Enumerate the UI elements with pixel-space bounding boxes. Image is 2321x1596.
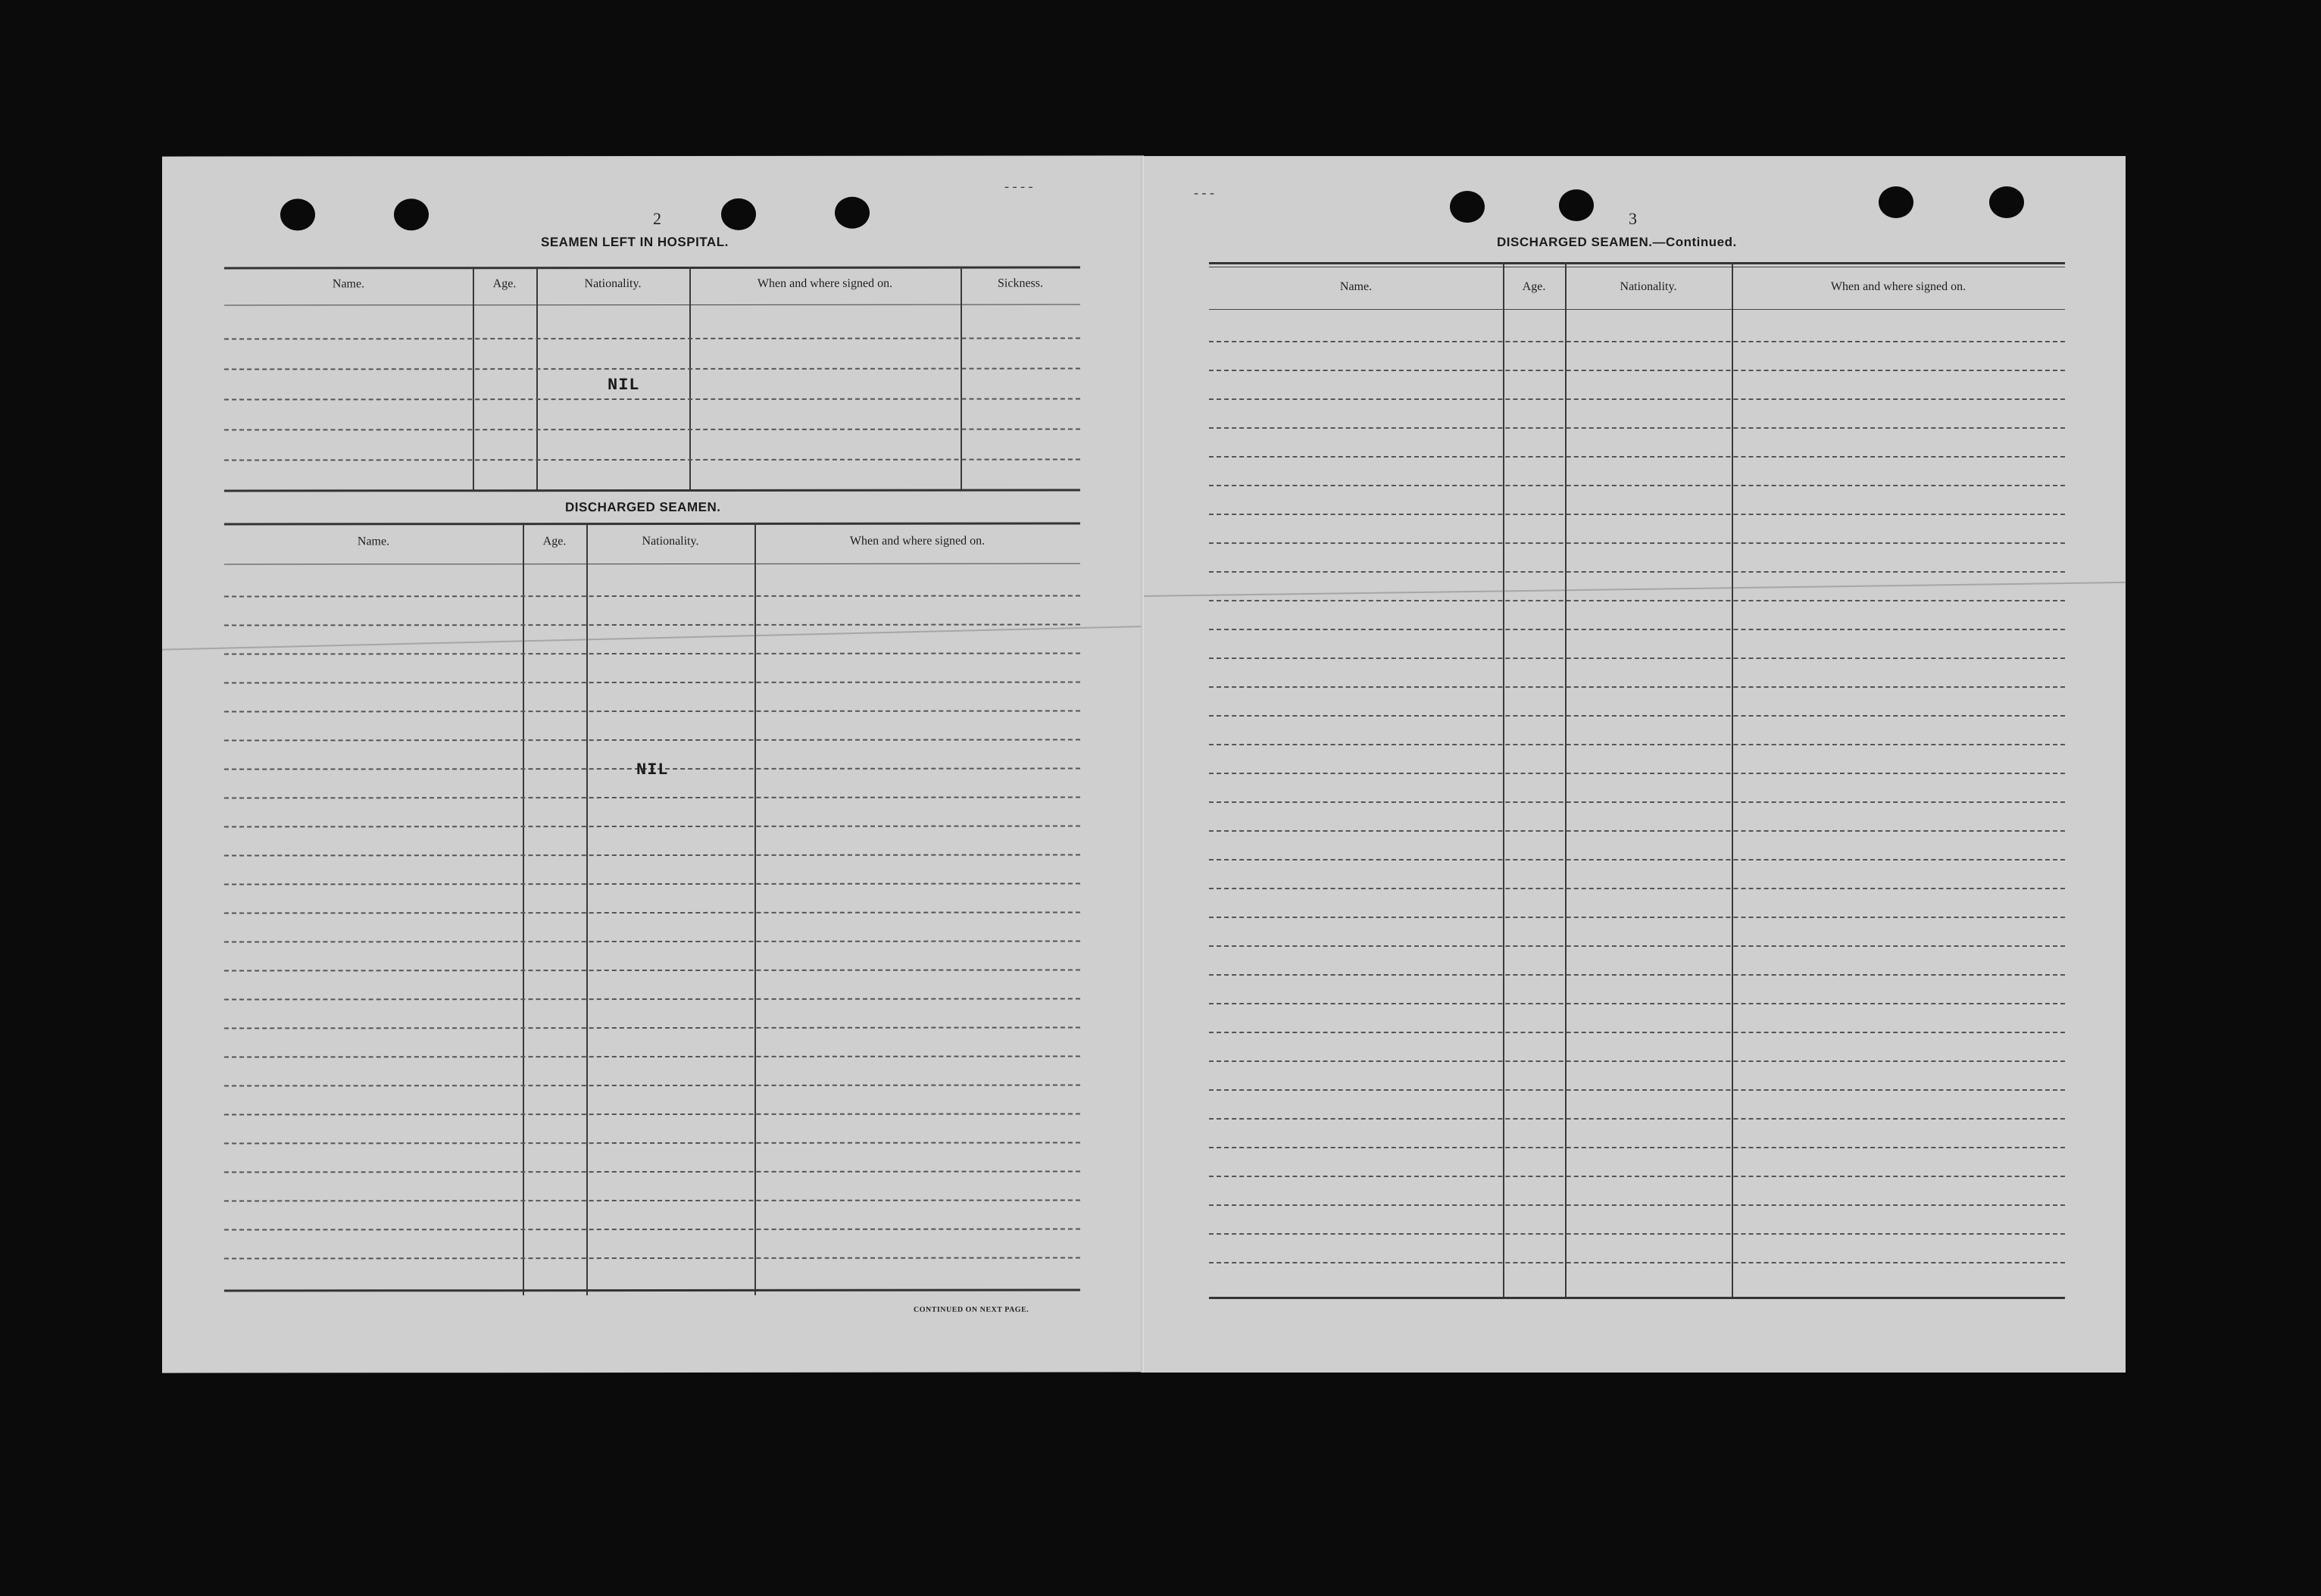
discharged-col-name: Name. (357, 535, 390, 548)
punch-hole (1989, 186, 2024, 218)
punch-hole (280, 198, 315, 230)
discharged-continued-table (1209, 262, 2065, 1307)
hospital-col-sickness: Sickness. (998, 276, 1043, 290)
discharged-col-signed-on: When and where signed on. (849, 534, 986, 548)
page-number: 3 (1629, 209, 1637, 228)
hospital-col-name: Name. (332, 277, 365, 291)
continued-footer: CONTINUED ON NEXT PAGE. (914, 1305, 1029, 1314)
punch-hole (1559, 189, 1594, 221)
continued-col-nationality: Nationality. (1620, 280, 1677, 293)
punch-hole (721, 198, 756, 230)
discharged-continued-title: DISCHARGED SEAMEN.—Continued. (1497, 235, 1737, 249)
discharged-col-nationality: Nationality. (642, 534, 699, 548)
left-page (162, 155, 1144, 1373)
page-number: 2 (653, 208, 661, 228)
continued-col-signed-on: When and where signed on. (1830, 280, 1966, 293)
continued-col-name: Name. (1339, 280, 1373, 293)
hospital-table (224, 267, 1080, 495)
punch-hole (1879, 186, 1913, 218)
stray-marks: - - - - (1004, 178, 1033, 194)
punch-hole (1450, 191, 1485, 223)
discharged-section-title: DISCHARGED SEAMEN. (565, 499, 721, 515)
discharged-table (224, 523, 1080, 1304)
hospital-col-signed-on: When and where signed on. (757, 276, 893, 290)
punch-hole (835, 197, 870, 229)
hospital-col-nationality: Nationality. (584, 277, 642, 291)
continued-col-age: Age. (1522, 280, 1546, 293)
hospital-section-title: SEAMEN LEFT IN HOSPITAL. (541, 234, 729, 250)
hospital-nil-stamp: NIL (608, 376, 640, 395)
discharged-nil-stamp: NIL (636, 760, 669, 780)
punch-hole (394, 198, 429, 230)
right-page (1144, 156, 2126, 1373)
stray-marks: - - - (1194, 185, 1214, 200)
hospital-col-age: Age. (492, 277, 517, 291)
discharged-col-age: Age. (542, 535, 567, 548)
